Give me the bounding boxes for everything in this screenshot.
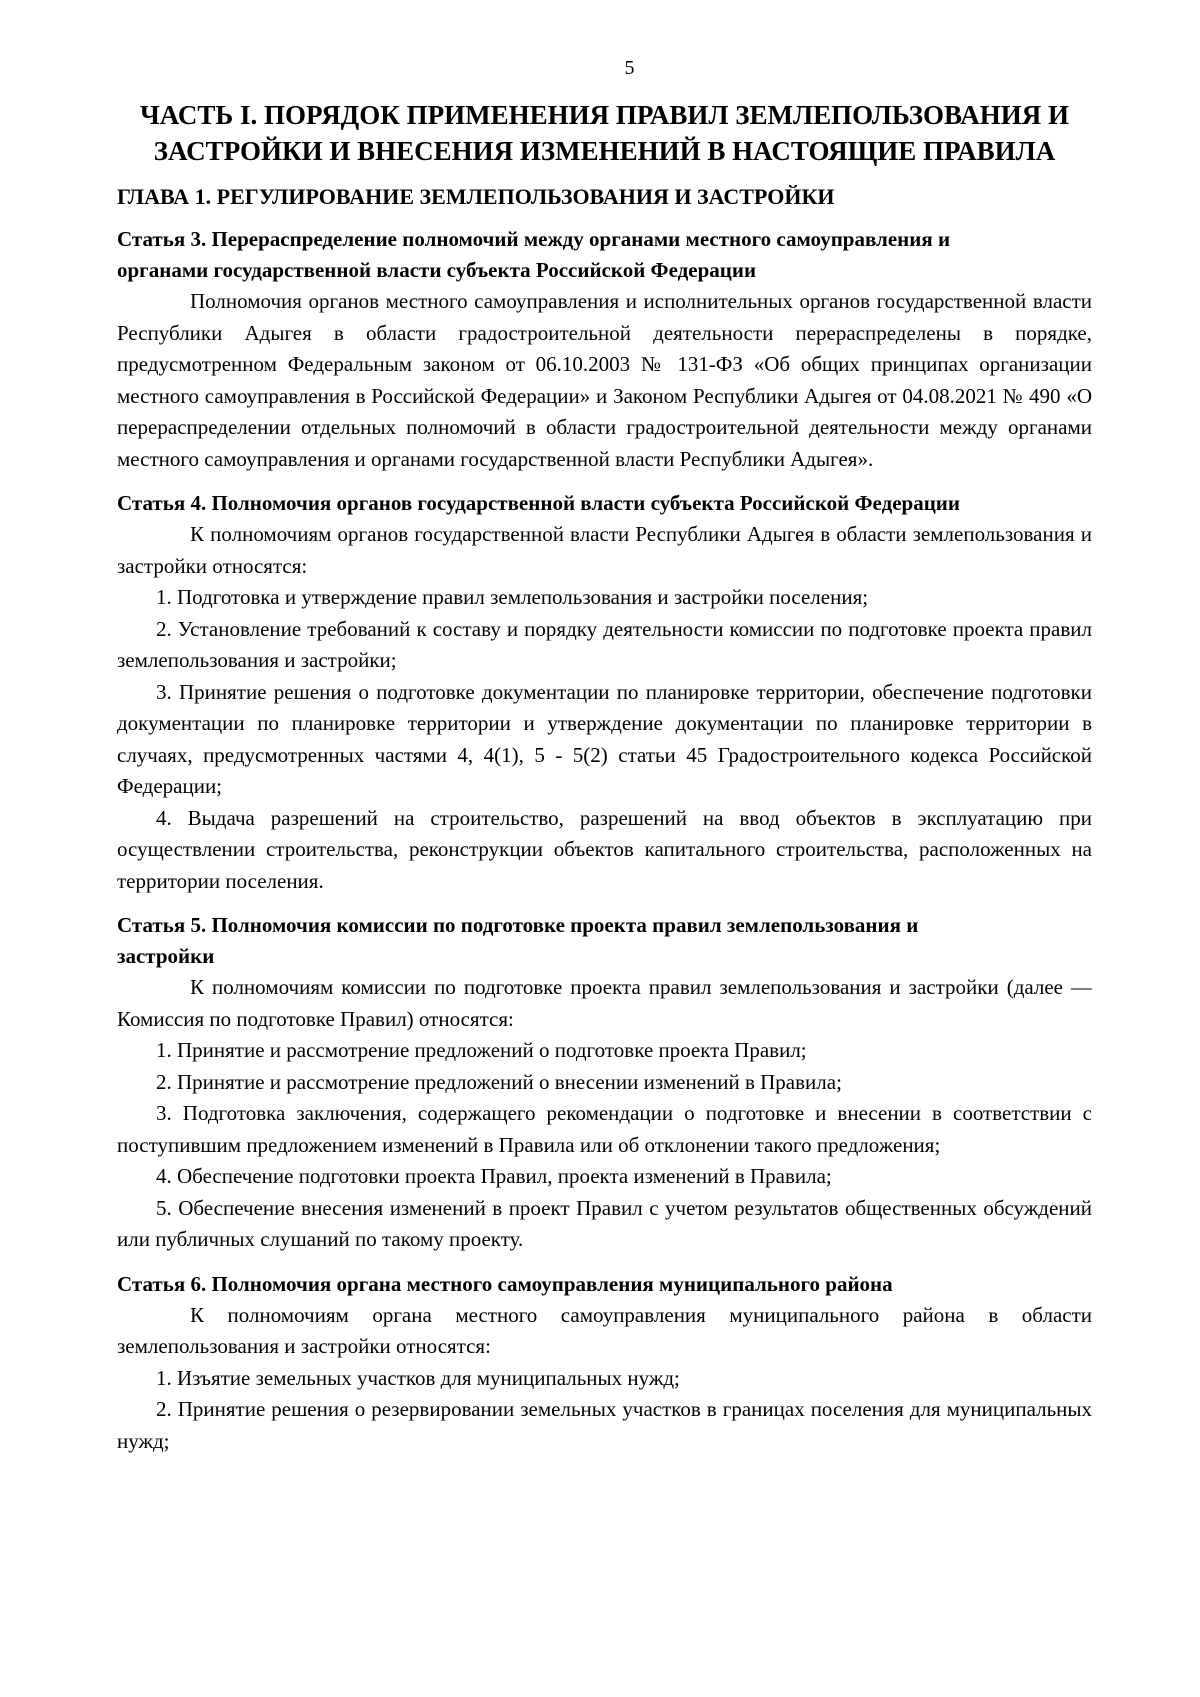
article-paragraph: Полномочия органов местного самоуправления и исполнительных органов государственной власти Республики Адыгея в области градостроительной деятельности перераспределены в порядке, предусмотренном Федеральным законом от 06.10.2003 № 131-ФЗ «Об общих принципах организации местного самоуправления в Российской Федерации» и Законом Республики Адыгея от 04.08.2021 № 490 «О перераспределении отдельных полномочий в области градостроительной деятельности между органами местного самоуправления и органами государственной власти Республики Адыгея». <box>117 289 1092 471</box>
list-item: 4. Обеспечение подготовки проекта Правил, проекта изменений в Правила; <box>156 1164 832 1188</box>
document-page <box>117 55 1092 1457</box>
article-title-line: застройки <box>117 944 215 968</box>
article-title-line: органами государственной власти субъекта Российской Федерации <box>117 258 757 282</box>
part-title-line: ЗАСТРОЙКИ И ВНЕСЕНИЯ ИЗМЕНЕНИЙ В НАСТОЯЩИЕ ПРАВИЛА <box>153 136 1056 166</box>
list-item: 2. Принятие решения о резервировании земельных участков в границах поселения для муниципальных нужд; <box>117 1397 1092 1453</box>
article-title: Статья 4. Полномочия органов государственной власти субъекта Российской Федерации <box>117 491 960 515</box>
part-title-line: ЧАСТЬ I. ПОРЯДОК ПРИМЕНЕНИЯ ПРАВИЛ ЗЕМЛЕПОЛЬЗОВАНИЯ И <box>139 100 1070 130</box>
article-6 <box>117 1269 1092 1458</box>
article-title-line: Статья 3. Перераспределение полномочий между органами местного самоуправления и <box>117 227 951 251</box>
article-intro: К полномочиям органов государственной власти Республики Адыгея в области землепользования и застройки относятся: <box>117 522 1092 578</box>
page-number: 5 <box>624 57 635 79</box>
list-item: 3. Подготовка заключения, содержащего рекомендации о подготовке и внесении в соответствии с поступившим предложением изменений в Правила или об отклонении такого предложения; <box>117 1101 1092 1157</box>
list-item: 1. Подготовка и утверждение правил землепользования и застройки поселения; <box>156 585 869 609</box>
article-title <box>117 224 1092 286</box>
part-title <box>117 97 1092 169</box>
list-item: 2. Принятие и рассмотрение предложений о внесении изменений в Правила; <box>156 1069 842 1094</box>
article-title: Статья 6. Полномочия органа местного самоуправления муниципального района <box>117 1271 893 1296</box>
list-item: 2. Установление требований к составу и порядку деятельности комиссии по подготовке проекта правил землепользования и застройки; <box>117 616 1092 672</box>
article-intro: К полномочиям органа местного самоуправления муниципального района в области землепользования и застройки относятся: <box>117 1302 1092 1358</box>
chapter-title: ГЛАВА 1. РЕГУЛИРОВАНИЕ ЗЕМЛЕПОЛЬЗОВАНИЯ И ЗАСТРОЙКИ <box>117 184 835 209</box>
list-item: 1. Принятие и рассмотрение предложений о подготовке проекта Правил; <box>156 1038 807 1062</box>
list-item: 5. Обеспечение внесения изменений в проект Правил с учетом результатов общественных обсуждений или публичных слушаний по такому проекту. <box>117 1195 1092 1251</box>
article-3 <box>117 224 1092 475</box>
list-item: 1. Изъятие земельных участков для муниципальных нужд; <box>156 1365 680 1390</box>
article-intro: К полномочиям комиссии по подготовке проекта правил землепользования и застройки (далее — Комиссия по подготовке Правил) относятся: <box>117 975 1092 1031</box>
article-4 <box>117 488 1092 897</box>
list-item: 3. Принятие решения о подготовке документации по планировке территории, обеспечение подготовки документации по планировке территории и утверждение документации по планировке территории в случаях, предусмотренных частями 4, 4(1), 5 - 5(2) статьи 45 Градостроительного кодекса Российской Федерации; <box>117 679 1092 798</box>
list-item: 4. Выдача разрешений на строительство, разрешений на ввод объектов в эксплуатацию при осуществлении строительства, реконструкции объектов капитального строительства, расположенных на территории поселения. <box>117 805 1092 893</box>
article-title <box>117 910 1092 972</box>
article-5 <box>117 910 1092 1256</box>
article-title-line: Статья 5. Полномочия комиссии по подготовке проекта правил землепользования и <box>117 913 919 937</box>
